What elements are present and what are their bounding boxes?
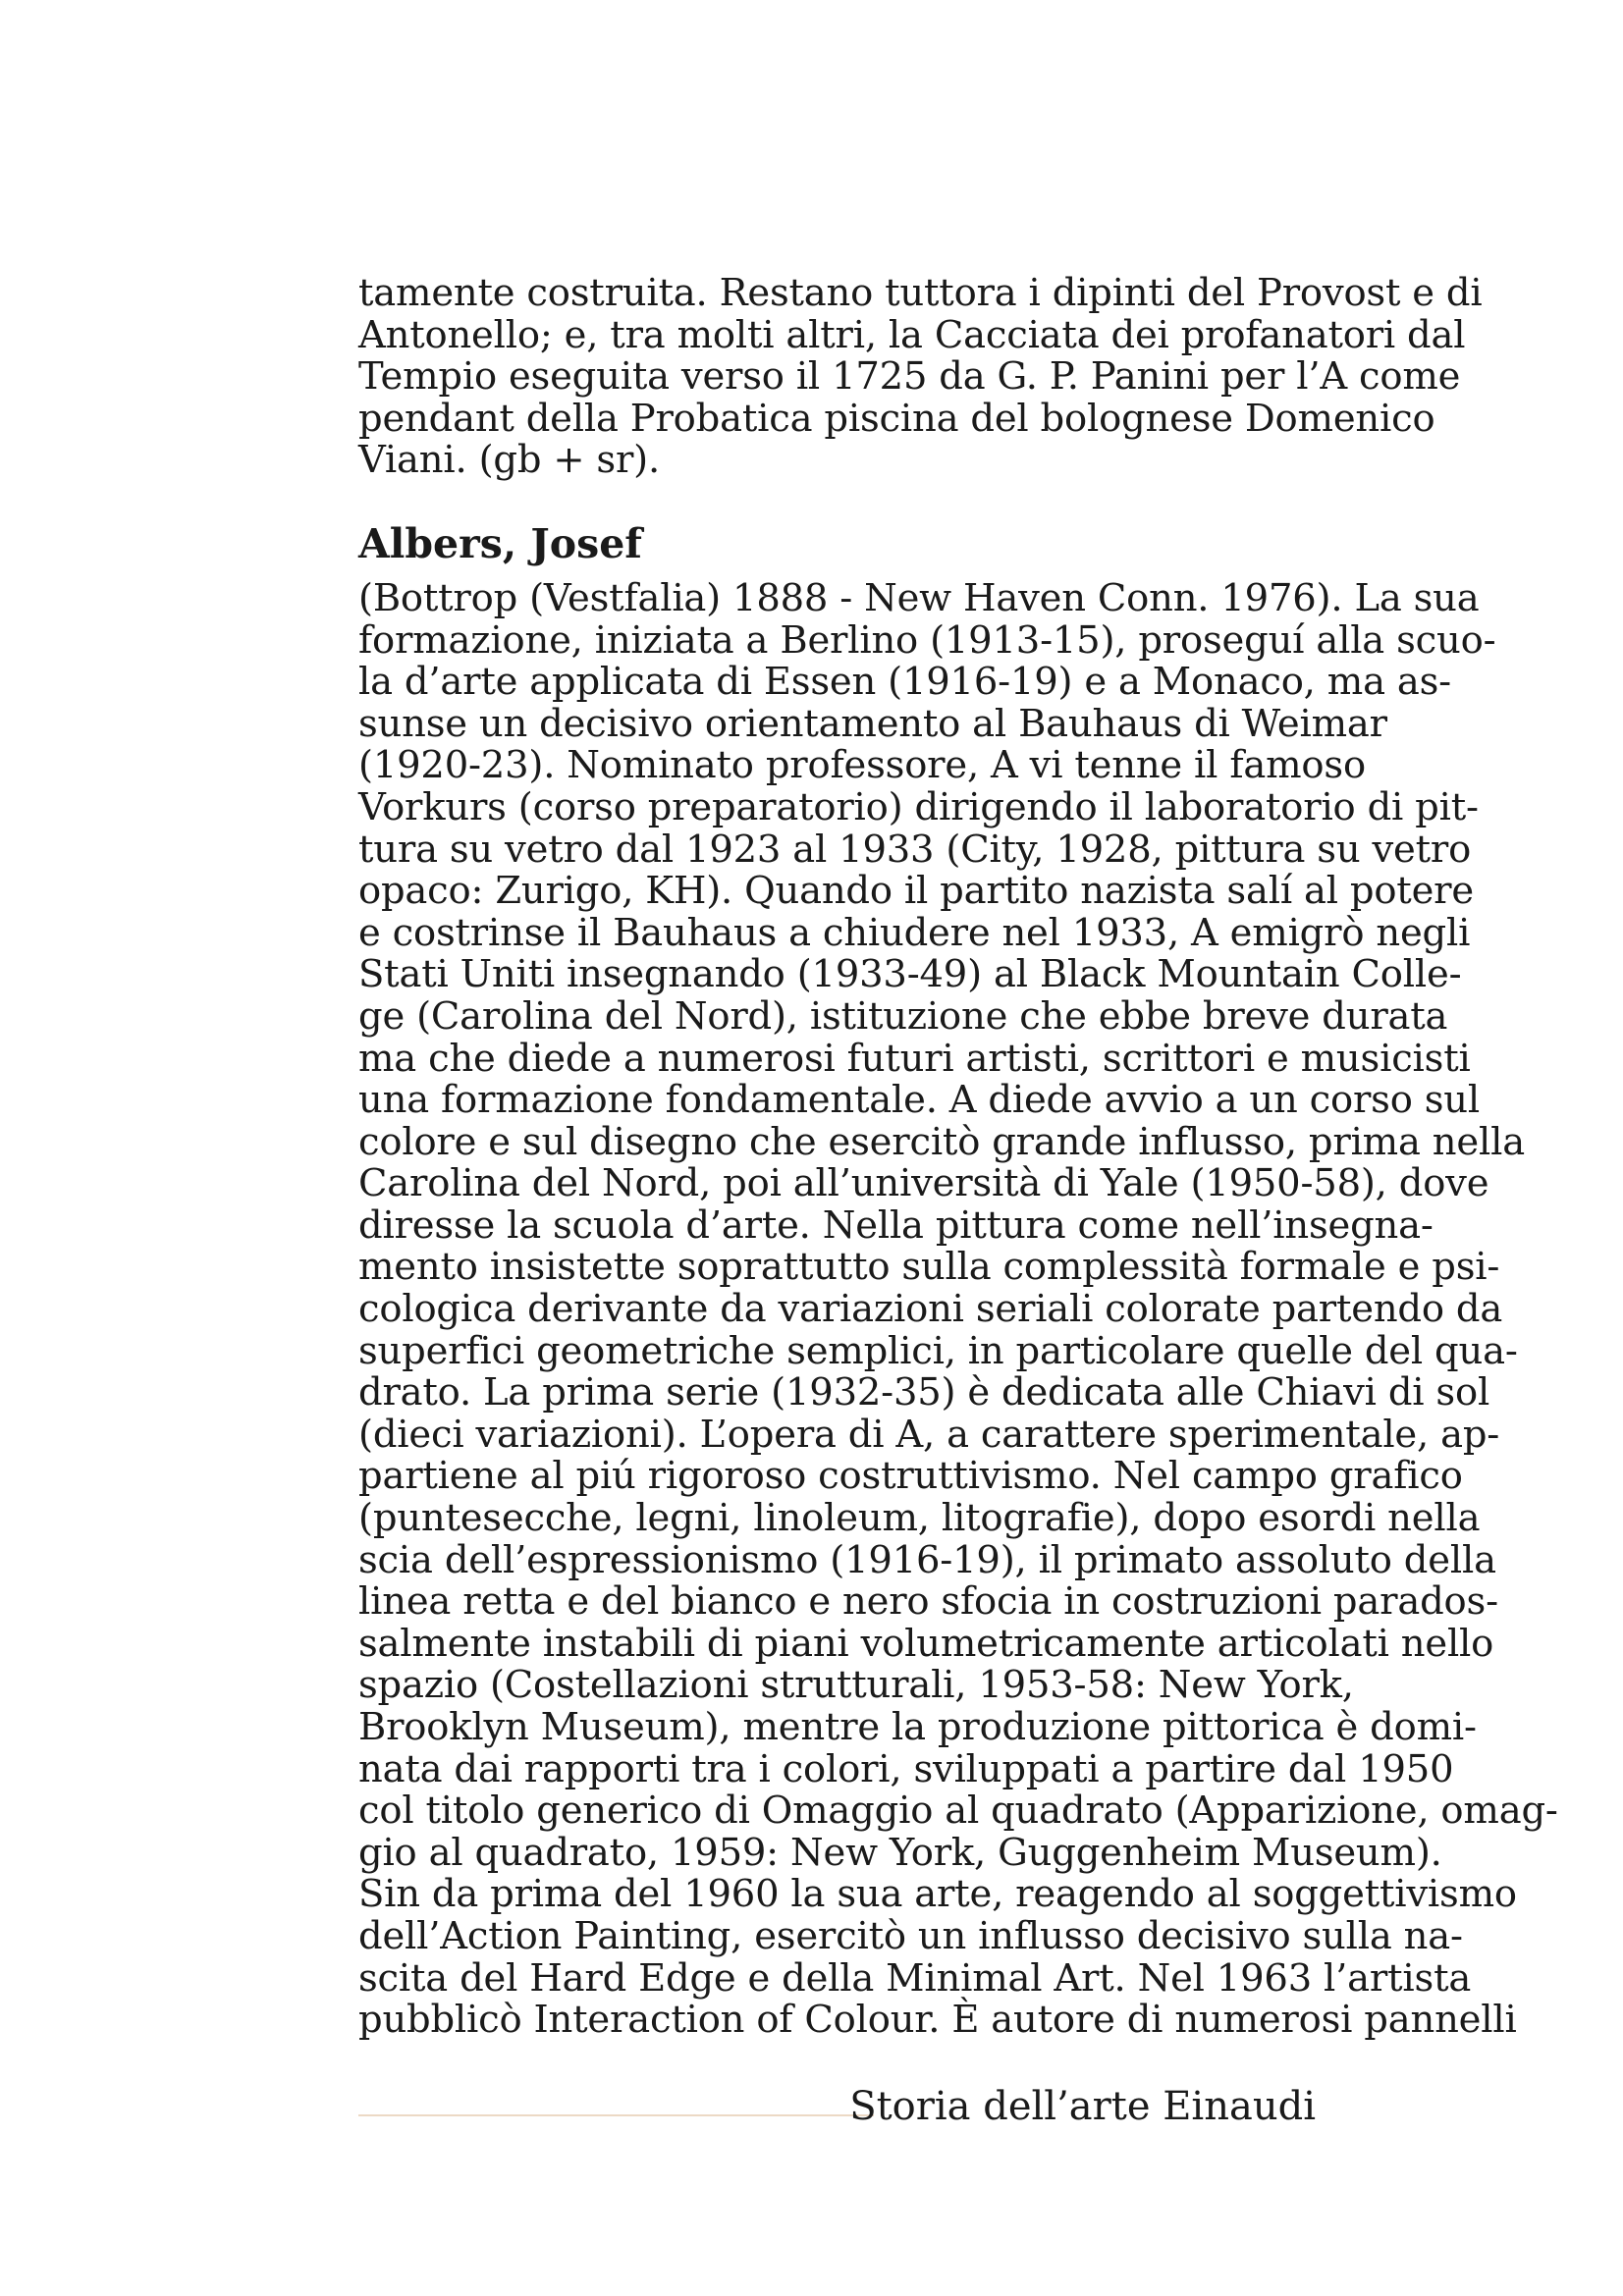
text-line: e costrinse il Bauhaus a chiudere nel 1933, A emigrò negli <box>358 910 1471 955</box>
text-line: una formazione fondamentale. A diede avvio a un corso sul <box>358 1078 1481 1123</box>
intro-paragraph <box>358 271 1483 483</box>
text-line: pendant della Probatica piscina del bolognese Domenico <box>358 396 1435 441</box>
text-line: colore e sul disegno che esercitò grande influsso, prima nella <box>358 1119 1525 1164</box>
text-line: sunse un decisivo orientamento al Bauhaus di Weimar <box>358 701 1387 746</box>
entry-body <box>358 575 1558 2043</box>
text-line: la d’arte applicata di Essen (1916-19) e a Monaco, ma as- <box>358 660 1451 705</box>
text-line: dell’Action Painting, esercitò un influsso decisivo sulla na- <box>358 1913 1463 1958</box>
text-line: Carolina del Nord, poi all’università di Yale (1950-58), dove <box>358 1161 1489 1206</box>
text-line: Tempio eseguita verso il 1725 da G. P. Panini per l’A come <box>358 354 1461 400</box>
text-line: Viani. (gb + sr). <box>358 438 661 483</box>
text-line: Sin da prima del 1960 la sua arte, reagendo al soggettivismo <box>358 1872 1517 1917</box>
text-line: salmente instabili di piani volumetricamente articolati nello <box>358 1621 1494 1666</box>
footer-title: Storia dell’arte Einaudi <box>849 2084 1316 2129</box>
text-line: linea retta e del bianco e nero sfocia in costruzioni parados- <box>358 1579 1498 1625</box>
text-line: cologica derivante da variazioni seriali colorate partendo da <box>358 1287 1503 1332</box>
text-line: gio al quadrato, 1959: New York, Guggenheim Museum). <box>358 1830 1442 1875</box>
text-line: tura su vetro dal 1923 al 1933 (City, 1928, pittura su vetro <box>358 827 1472 872</box>
text-line: tamente costruita. Restano tuttora i dipinti del Provost e di <box>358 271 1483 315</box>
text-line: opaco: Zurigo, KH). Quando il partito nazista salí al potere <box>358 869 1474 914</box>
text-line: Stati Uniti insegnando (1933-49) al Black Mountain Colle- <box>358 952 1462 997</box>
text-line: col titolo generico di Omaggio al quadrato (Apparizione, omag- <box>358 1789 1558 1834</box>
text-line: nata dai rapporti tra i colori, sviluppati a partire dal 1950 <box>358 1746 1454 1791</box>
footer-rule <box>358 2114 874 2116</box>
text-line: spazio (Costellazioni strutturali, 1953-58: New York, <box>358 1663 1354 1708</box>
entry-title: Albers, Josef <box>358 519 642 567</box>
text-line: (1920-23). Nominato professore, A vi tenne il famoso <box>358 743 1366 788</box>
text-line: (dieci variazioni). L’opera di A, a carattere sperimentale, ap- <box>358 1412 1500 1457</box>
text-line: pubblicò Interaction of Colour. È autore di numerosi pannelli <box>358 1998 1517 2043</box>
text-line: scia dell’espressionismo (1916-19), il primato assoluto della <box>358 1537 1496 1582</box>
text-line: Vorkurs (corso preparatorio) dirigendo il laboratorio di pit- <box>358 784 1479 829</box>
page-footer <box>358 2079 1316 2138</box>
text-line: scita del Hard Edge e della Minimal Art. Nel 1963 l’artista <box>358 1955 1472 2001</box>
text-line: diresse la scuola d’arte. Nella pittura come nell’insegna- <box>358 1202 1434 1248</box>
text-line: ge (Carolina del Nord), istituzione che ebbe breve durata <box>358 993 1448 1039</box>
text-line: (Bottrop (Vestfalia) 1888 - New Haven Conn. 1976). La sua <box>358 575 1480 620</box>
page-text <box>358 271 1558 2043</box>
text-line: partiene al piú rigoroso costruttivismo. Nel campo grafico <box>358 1454 1463 1499</box>
text-line: mento insistette soprattutto sulla complessità formale e psi- <box>358 1245 1500 1290</box>
text-line: formazione, iniziata a Berlino (1913-15), proseguí alla scuo- <box>358 617 1496 663</box>
text-line: ma che diede a numerosi futuri artisti, scrittori e musicisti <box>358 1036 1471 1081</box>
text-line: Brooklyn Museum), mentre la produzione pittorica è domi- <box>358 1705 1477 1749</box>
text-line: drato. La prima serie (1932-35) è dedicata alle Chiavi di sol <box>358 1370 1490 1415</box>
text-line: Antonello; e, tra molti altri, la Cacciata dei profanatori dal <box>358 312 1466 357</box>
text-line: (puntesecche, legni, linoleum, litografie), dopo esordi nella <box>358 1496 1481 1541</box>
text-line: superfici geometriche semplici, in particolare quelle del qua- <box>358 1328 1518 1373</box>
